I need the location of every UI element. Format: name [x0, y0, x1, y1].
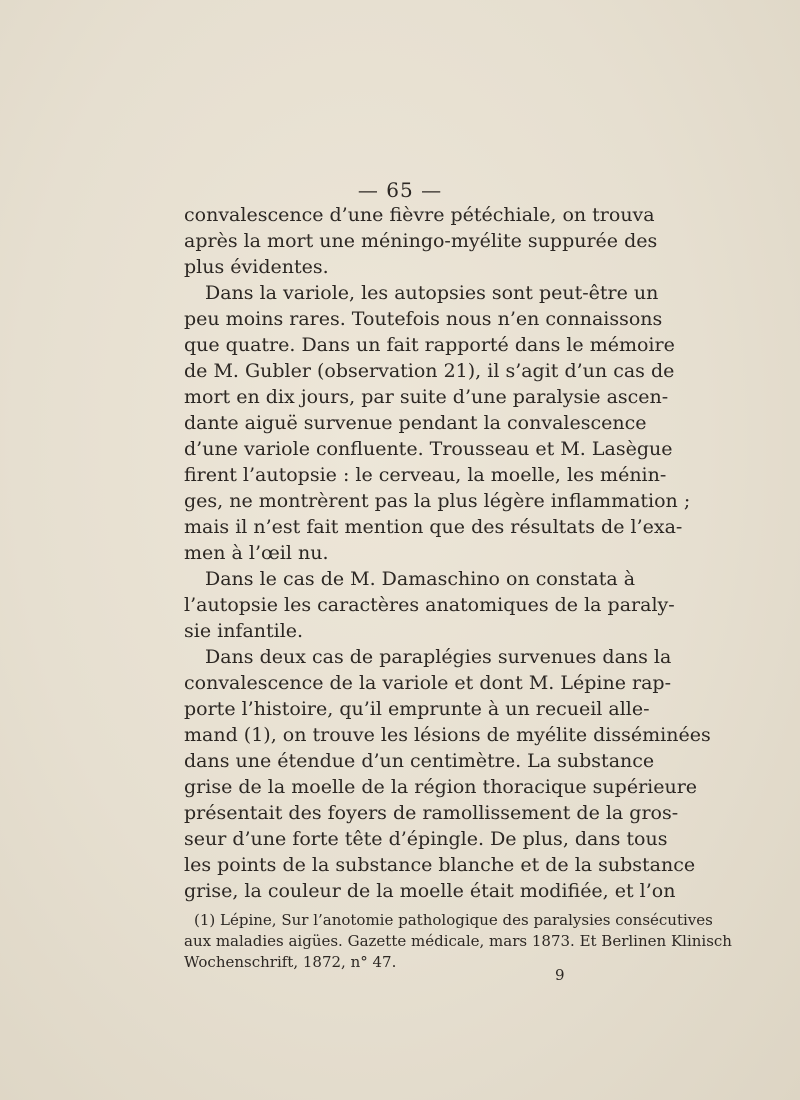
text-line: présentait des foyers de ramollissement de la gros- — [184, 802, 679, 824]
text-line: d’une variole confluente. Trousseau et M. Lasègue — [184, 438, 673, 460]
text-line: de M. Gubler (observation 21), il s’agit d’un cas de — [184, 360, 675, 382]
text-line: Dans deux cas de paraplégies survenues dans la — [205, 646, 672, 668]
text-line: après la mort une méningo-myélite suppurée des — [184, 230, 658, 252]
text-line: seur d’une forte tête d’épingle. De plus, dans tous — [184, 828, 668, 850]
text-line: dante aiguë survenue pendant la convalescence — [184, 412, 647, 434]
text-line: ges, ne montrèrent pas la plus légère inflammation ; — [184, 490, 691, 512]
text-line: Dans le cas de M. Damaschino on constata à — [205, 568, 636, 590]
page-number: — 65 — — [357, 178, 443, 202]
footnote-line: Wochenschrift, 1872, n° 47. — [184, 953, 397, 971]
text-line: mand (1), on trouve les lésions de myélite disséminées — [184, 724, 711, 746]
text-line: que quatre. Dans un fait rapporté dans le mémoire — [184, 334, 675, 356]
text-line: grise, la couleur de la moelle était modifiée, et l’on — [184, 880, 676, 902]
text-line: dans une étendue d’un centimètre. La substance — [184, 750, 655, 772]
footnote — [184, 910, 732, 973]
text-line: porte l’histoire, qu’il emprunte à un recueil alle- — [184, 698, 650, 720]
text-line: convalescence de la variole et dont M. Lépine rap- — [184, 672, 671, 694]
body-text — [184, 202, 711, 904]
signature-mark: 9 — [555, 966, 565, 984]
text-line: grise de la moelle de la région thoracique supérieure — [184, 776, 698, 798]
footnote-line: (1) Lépine, Sur l’anotomie pathologique des paralysies consécutives — [194, 911, 713, 929]
text-line: plus évidentes. — [184, 256, 329, 278]
text-line: les points de la substance blanche et de la substance — [184, 854, 696, 876]
text-line: sie infantile. — [184, 620, 304, 642]
text-line: l’autopsie les caractères anatomiques de la paraly- — [184, 594, 675, 616]
footnote-line: aux maladies aigües. Gazette médicale, mars 1873. Et Berlinen Klinisch — [184, 932, 732, 950]
text-line: firent l’autopsie : le cerveau, la moelle, les ménin- — [184, 464, 667, 486]
text-line: convalescence d’une fièvre pétéchiale, on trouva — [184, 204, 655, 226]
text-line: peu moins rares. Toutefois nous n’en connaissons — [184, 308, 663, 330]
text-line: mais il n’est fait mention que des résultats de l’exa- — [184, 516, 683, 538]
text-line: men à l’œil nu. — [184, 542, 329, 564]
text-line: mort en dix jours, par suite d’une paralysie ascen- — [184, 386, 669, 408]
text-line: Dans la variole, les autopsies sont peut-être un — [205, 282, 659, 304]
